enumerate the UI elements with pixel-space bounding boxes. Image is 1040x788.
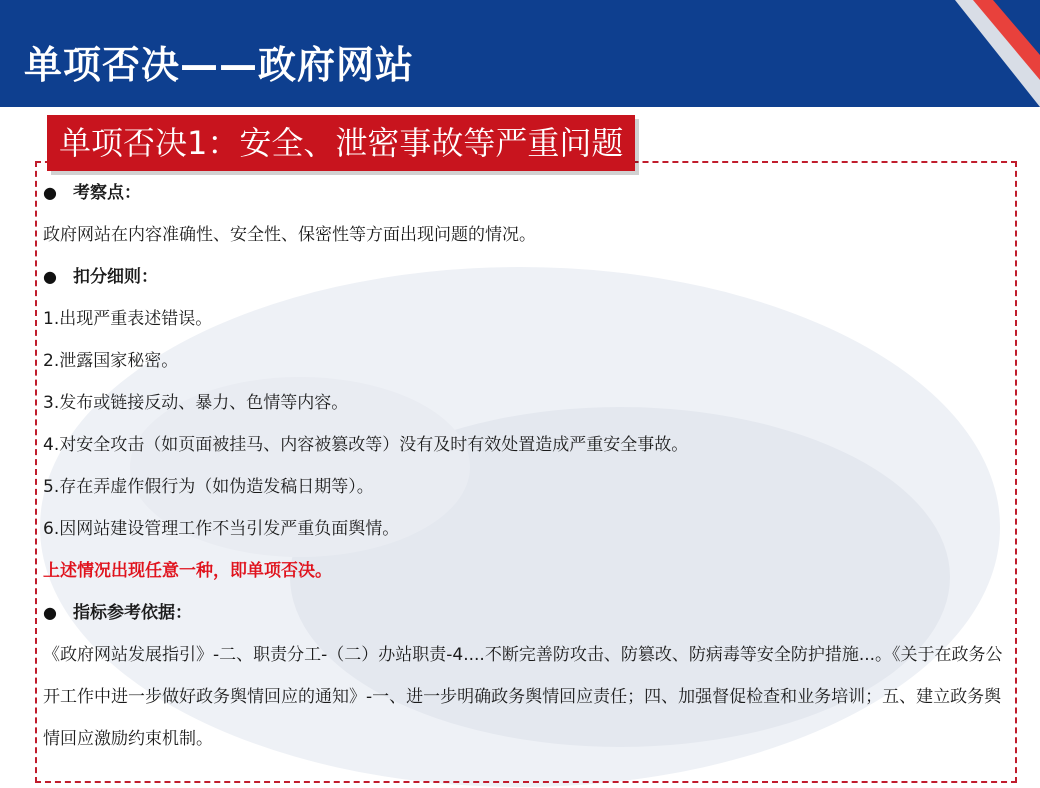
reference-heading-row — [43, 592, 1015, 634]
reference-heading: 指标参考依据： — [73, 603, 192, 623]
bullet-icon: ● — [43, 267, 57, 286]
header-bar — [0, 0, 1040, 107]
content-body — [43, 172, 1015, 760]
deduction-item-1: 1.出现严重表述错误。 — [43, 309, 213, 329]
check-point-heading: 考察点： — [73, 183, 141, 203]
deduction-item-5: 5.存在弄虚作假行为（如伪造发稿日期等）。 — [43, 477, 374, 497]
reference-text: 《政府网站发展指引》-二、职责分工-（二）办站职责-4....不断完善防攻击、防篡改、防病毒等安全防护措施...。《关于在政务公开工作中进一步做好政务舆情回应的通知》-一、进一步明确政务舆情回应责任；四、加强督促检查和业务培训；五、建立政务舆情回应激励约束机制。 — [43, 645, 1003, 749]
corner-decoration — [955, 0, 1040, 107]
deduction-heading: 扣分细则： — [73, 267, 158, 287]
section-tab: 单项否决1：安全、泄密事故等严重问题 — [47, 115, 635, 171]
page-title: 单项否决——政府网站 — [24, 43, 415, 87]
deduction-item-2: 2.泄露国家秘密。 — [43, 351, 179, 371]
deduction-item-6: 6.因网站建设管理工作不当引发严重负面舆情。 — [43, 519, 400, 539]
check-point-text: 政府网站在内容准确性、安全性、保密性等方面出现问题的情况。 — [43, 225, 536, 245]
deduction-item-4: 4.对安全攻击（如页面被挂马、内容被篡改等）没有及时有效处置造成严重安全事故。 — [43, 435, 689, 455]
deduction-item-3: 3.发布或链接反动、暴力、色情等内容。 — [43, 393, 349, 413]
veto-note: 上述情况出现任意一种，即单项否决。 — [43, 561, 332, 581]
check-point-heading-row — [43, 172, 1015, 214]
deduction-heading-row — [43, 256, 1015, 298]
bullet-icon: ● — [43, 603, 57, 622]
bullet-icon: ● — [43, 183, 57, 202]
